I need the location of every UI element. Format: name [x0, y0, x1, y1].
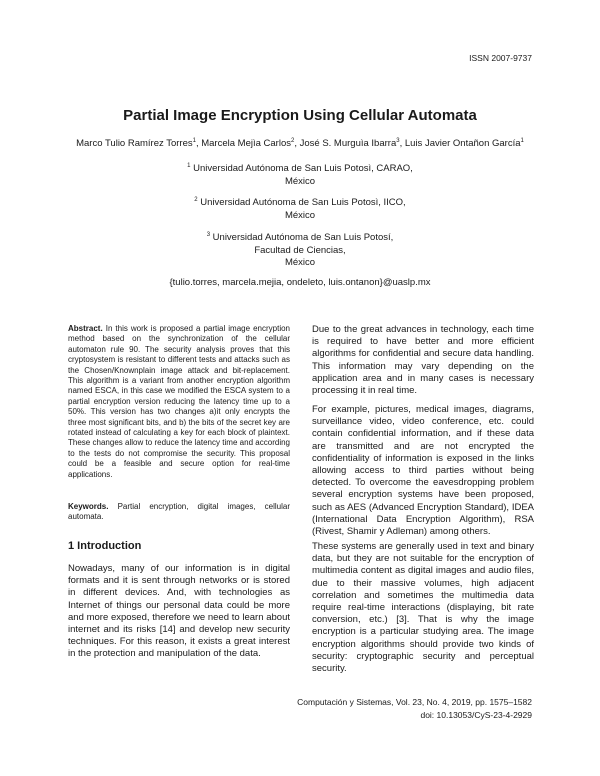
section-heading-introduction: 1 Introduction — [68, 540, 142, 552]
footer-doi: doi: 10.13053/CyS-23-4-2929 — [420, 710, 532, 720]
paper-title: Partial Image Encryption Using Cellular Automata — [123, 107, 477, 124]
author-name: José S. Murguìa Ibarra — [299, 138, 397, 150]
affiliation-mark: 1 — [187, 163, 191, 169]
affiliation-3 — [0, 229, 600, 270]
author-affiliation-mark: 3 — [396, 138, 400, 144]
author-name: Luis Javier Ontañon García — [404, 138, 521, 150]
author-emails: {tulio.torres, marcela.mejia, ondeleto, luis.ontanon}@uaslp.mx — [169, 277, 431, 288]
abstract — [68, 324, 290, 480]
right-paragraph-2: For example, pictures, medical images, diagrams, surveillance video, video conference, etc. could contain confidential information, and if these data are transmitted and are not encrypted the confidentiality of information is exposed in the links allowing access to third parties without being detected. To overcome the eavesdropping problem several encryption systems have been proposed, such as AES (Advanced Encryption Standard), IDEA (International Data Encryption Algorithm), RSA (Rivest, Shamir y Adleman) among others. — [312, 404, 534, 538]
affiliation-line: México — [284, 257, 316, 269]
affiliation-1 — [0, 160, 600, 188]
affiliation-2 — [0, 194, 600, 222]
author-affiliation-mark: 1 — [520, 138, 524, 144]
author-affiliation-mark: 1 — [192, 138, 196, 144]
abstract-label: Abstract. — [68, 324, 103, 333]
keywords-label: Keywords. — [68, 502, 109, 511]
issn-label: ISSN 2007-9737 — [469, 53, 532, 63]
affiliation-mark: 3 — [206, 232, 211, 238]
affiliation-line: México — [284, 175, 316, 187]
footer-journal: Computación y Sistemas, Vol. 23, No. 4, 2019, pp. 1575–1582 — [297, 697, 532, 707]
keywords — [68, 502, 290, 523]
affiliation-line: Universidad Autónoma de San Luis Potosì, IICO, — [200, 197, 406, 209]
author-name: Marco Tulio Ramírez Torres — [76, 138, 193, 150]
author-name: Marcela Mejìa Carlos — [201, 138, 291, 150]
affiliation-mark: 2 — [194, 197, 198, 203]
affiliation-line: Universidad Autónoma de San Luis Potosì, CARAO, — [193, 163, 413, 175]
intro-paragraph-1: Nowadays, many of our information is in digital formats and it is sent through networks or is stored in different devices. And, with technologies as Internet of things our personal data could be more and more exposed, therefore we need to learn about internet and its risks [14] and develop new security techniques. For this reason, it exists a great interest in the protection and manipulation of the data. — [68, 563, 290, 660]
right-paragraph-1: Due to the great advances in technology, each time is required to have better and more efficient algorithms for confidential and secure data handling. This information may vary depending on the application area and in many cases is necessary processing it in real time. — [312, 324, 534, 397]
keywords-text: Partial encryption, digital images, cellular automata. — [68, 502, 290, 522]
author-affiliation-mark: 2 — [290, 138, 295, 144]
affiliation-line: Universidad Autónoma de San Luis Potosí, — [212, 232, 394, 244]
affiliation-line: México — [284, 209, 316, 221]
affiliation-line: Facultad de Ciencias, — [254, 244, 346, 256]
author-list: Marco Tulio Ramírez Torres$^1$, Marcela Mejìa Carlos$^2$, José S. Murguìa Ibarra$^3$, Luis Javier Ontañon García$^1$ — [76, 138, 524, 150]
abstract-text: In this work is proposed a partial image encryption method based on the synchronization of the cellular automaton rule 90. The security analysis proves that this cryptosystem is resistant to different tests and attacks such as the Chosen/Knownplain image attack and bit-replacement. This algorithm is a variant from another encryption algorithm named ESCA, in this case we modified the ESCA system to a partial encryption version reducing the latency time up to a 50%. This version has two changes a)it only encrypts the three most significant bits, and b) the bits of the secret key are rotated instead of calculating a key for each block of plaintext. These changes allow to reduce the latency time and according to the tests do not compromise the security. This proposal could be a feasible and secure option for real-time applications. — [68, 324, 290, 479]
right-paragraph-3: These systems are generally used in text and binary data, but they are not suitable for the encryption of multimedia content as digital images and audio files, due to their massive volumes, high adjacent correlation and sometimes the multimedia data require real-time interactions (displaying, bit rate conversion, etc.) [3]. That is why the image encryption is a particular studying area. The image encryption algorithms should provide two kinds of security: cryptographic security and perceptual security. — [312, 541, 534, 675]
